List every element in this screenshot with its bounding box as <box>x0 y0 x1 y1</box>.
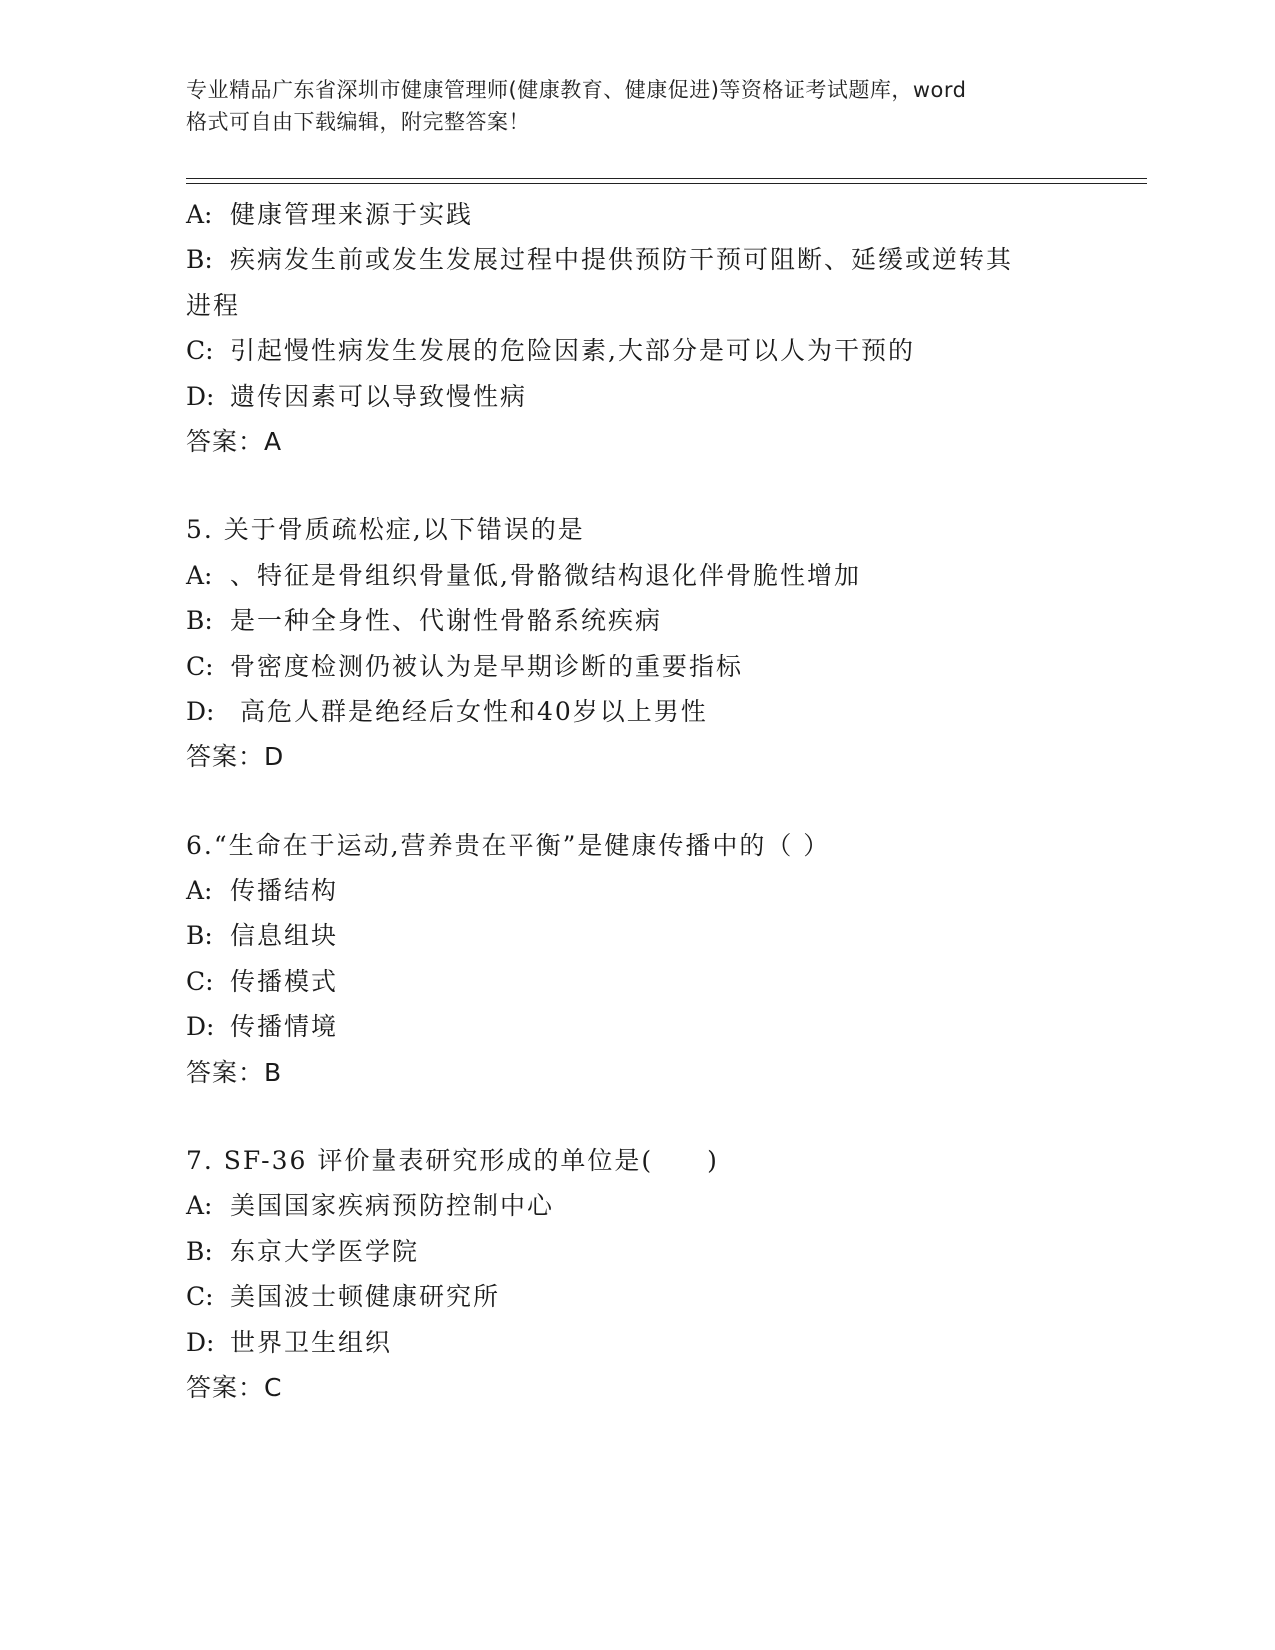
option-text: 骨密度检测仍被认为是早期诊断的重要指标 <box>230 651 744 681</box>
question-stem: 7. SF-36 评价量表研究形成的单位是( ) <box>186 1146 719 1176</box>
option-text: 世界卫生组织 <box>230 1327 393 1357</box>
option-text: 传播情境 <box>230 1012 339 1042</box>
option-b <box>186 598 1086 643</box>
option-text: 美国国家疾病预防控制中心 <box>230 1191 555 1221</box>
option-key: B: <box>186 1236 213 1266</box>
option-key: B: <box>186 921 213 951</box>
option-text: 传播模式 <box>230 966 339 996</box>
header-line-1: 专业精品广东省深圳市健康管理师(健康教育、健康促进)等资格证考试题库，word <box>186 78 967 102</box>
option-a <box>186 553 1086 598</box>
option-d <box>186 374 1086 419</box>
option-c <box>186 959 1086 1004</box>
question-7-block <box>186 1138 1086 1410</box>
option-a <box>186 868 1086 913</box>
option-d <box>186 1320 1086 1365</box>
option-b-continued <box>186 283 1086 328</box>
question-6-block <box>186 823 1086 1095</box>
option-key: D: <box>186 696 215 726</box>
option-d <box>186 1004 1086 1049</box>
option-key: C: <box>186 966 214 996</box>
option-text: 美国波士顿健康研究所 <box>230 1282 501 1312</box>
option-text: 是一种全身性、代谢性骨骼系统疾病 <box>230 606 663 636</box>
option-text: 、特征是骨组织骨量低,骨骼微结构退化伴骨脆性增加 <box>230 560 861 590</box>
option-key: A: <box>186 876 213 906</box>
option-a <box>186 1183 1086 1228</box>
option-text: 高危人群是绝经后女性和40岁以上男性 <box>230 696 708 726</box>
option-key: B: <box>186 245 213 275</box>
answer-line: 答案：D <box>186 742 285 772</box>
answer-line: 答案：A <box>186 426 283 456</box>
header-line-2: 格式可自由下载编辑，附完整答案！ <box>186 110 530 134</box>
option-text: 健康管理来源于实践 <box>230 200 474 229</box>
answer-line: 答案：C <box>186 1372 283 1402</box>
option-key: A: <box>186 1191 213 1221</box>
header-rule-bottom <box>186 183 1147 184</box>
option-key: D: <box>186 1327 215 1357</box>
option-b <box>186 913 1086 958</box>
option-b <box>186 237 1086 282</box>
option-b <box>186 1229 1086 1274</box>
option-text: 疾病发生前或发生发展过程中提供预防干预可阻断、延缓或逆转其 <box>230 245 1014 275</box>
option-key: C: <box>186 651 214 681</box>
question-4-block <box>186 192 1086 464</box>
option-key: C: <box>186 336 214 366</box>
option-text: 进程 <box>186 290 241 320</box>
option-c <box>186 1274 1086 1319</box>
option-c <box>186 328 1086 373</box>
option-key: D: <box>186 381 215 411</box>
document-header <box>186 74 1086 138</box>
header-rule-top <box>186 178 1147 179</box>
option-text: 遗传因素可以导致慢性病 <box>230 381 528 411</box>
option-key: C: <box>186 1282 214 1312</box>
question-stem: 6.“生命在于运动,营养贵在平衡”是健康传播中的（ ） <box>186 830 831 860</box>
question-stem: 5. 关于骨质疏松症,以下错误的是 <box>186 515 585 545</box>
option-a <box>186 192 1086 237</box>
option-key: A: <box>186 560 213 590</box>
option-c <box>186 644 1086 689</box>
question-5-block <box>186 507 1086 779</box>
option-text: 引起慢性病发生发展的危险因素,大部分是可以人为干预的 <box>230 336 915 366</box>
answer-line: 答案：B <box>186 1057 283 1087</box>
option-key: A: <box>186 200 213 229</box>
option-d <box>186 689 1086 734</box>
question-content <box>186 192 1086 1410</box>
option-key: D: <box>186 1012 215 1042</box>
option-key: B: <box>186 606 213 636</box>
option-text: 传播结构 <box>230 876 339 906</box>
option-text: 东京大学医学院 <box>230 1236 420 1266</box>
option-text: 信息组块 <box>230 921 339 951</box>
